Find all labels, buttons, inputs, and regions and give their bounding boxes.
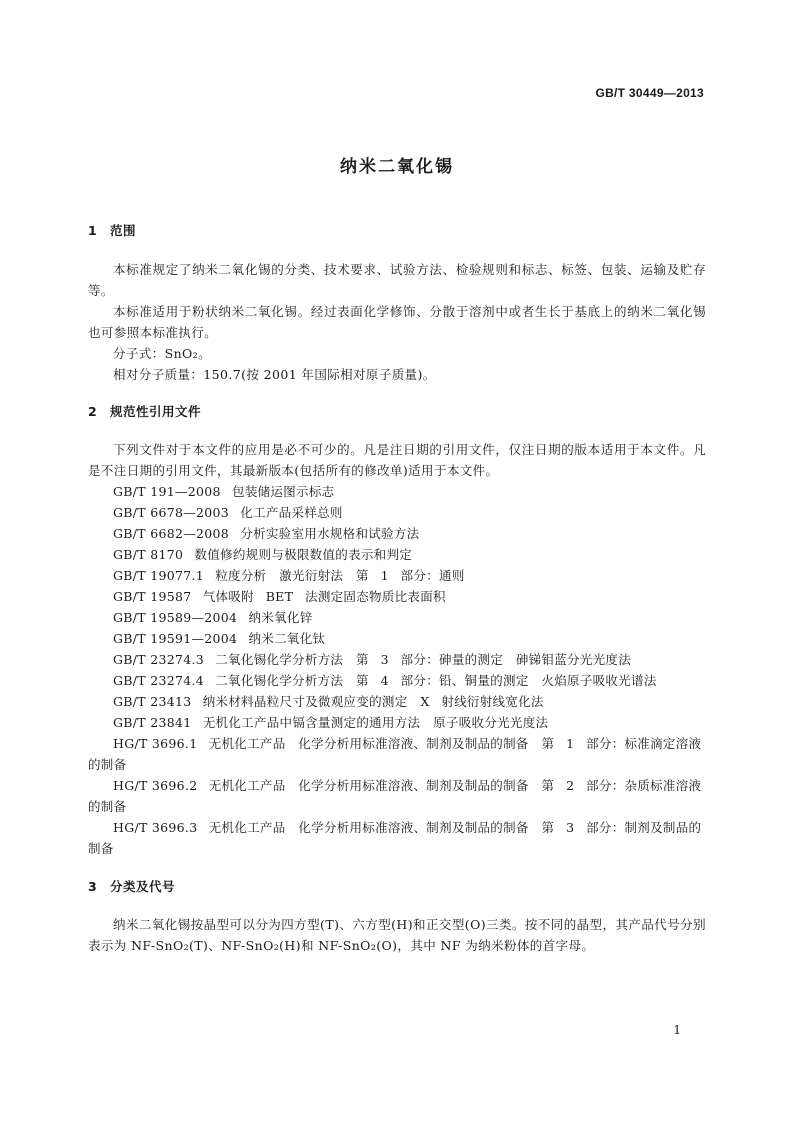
- paragraph: 本标准适用于粉状纳米二氧化锡。经过表面化学修饰、分散于溶剂中或者生长于基底上的纳米二氧化锡也可参照本标准执行。: [88, 304, 706, 340]
- section-number: 2: [88, 404, 98, 419]
- reference-item: [88, 775, 706, 817]
- reference-item: [88, 586, 706, 607]
- reference-item: [88, 628, 706, 649]
- reference-title: 纳米材料晶粒尺寸及微观应变的测定 X 射线衍射线宽化法: [202, 694, 544, 709]
- reference-item: [88, 565, 706, 586]
- reference-title: 包装储运图示标志: [232, 484, 335, 499]
- standard-code: GB/T 30449—2013: [595, 86, 704, 100]
- section-heading-scope: [88, 221, 706, 241]
- document-body: [88, 221, 706, 956]
- reference-title: 无机化工产品 化学分析用标准溶液、制剂及制品的制备 第 2 部分：杂质标准溶液的制备: [88, 778, 702, 814]
- section-title: 分类及代号: [110, 879, 176, 894]
- section-number: 3: [88, 879, 98, 894]
- reference-code: GB/T 23841: [113, 715, 192, 730]
- reference-title: 数值修约规则与极限数值的表示和判定: [194, 547, 413, 562]
- reference-code: HG/T 3696.1: [113, 736, 198, 751]
- section-heading-normative-references: [88, 402, 706, 422]
- reference-code: GB/T 6682—2008: [113, 526, 230, 541]
- paragraph: 下列文件对于本文件的应用是必不可少的。凡是注日期的引用文件，仅注日期的版本适用于本文件。凡是不注日期的引用文件，其最新版本(包括所有的修改单)适用于本文件。: [88, 442, 706, 478]
- reference-title: 气体吸附 BET 法测定固态物质比表面积: [202, 589, 446, 604]
- reference-item: [88, 544, 706, 565]
- page-number: 1: [673, 1023, 681, 1037]
- molecular-weight: 相对分子质量：150.7(按 2001 年国际相对原子质量)。: [113, 367, 436, 382]
- reference-title: 纳米氧化锌: [248, 610, 313, 625]
- reference-code: GB/T 19587: [113, 589, 192, 604]
- reference-title: 分析实验室用水规格和试验方法: [240, 526, 420, 541]
- reference-title: 二氧化锡化学分析方法 第 3 部分：砷量的测定 砷锑钼蓝分光光度法: [215, 652, 632, 667]
- reference-code: HG/T 3696.3: [113, 820, 198, 835]
- reference-item: [88, 712, 706, 733]
- reference-code: GB/T 8170: [113, 547, 184, 562]
- reference-item: [88, 502, 706, 523]
- reference-item: [88, 481, 706, 502]
- reference-item: [88, 607, 706, 628]
- section-heading-classification: [88, 877, 706, 897]
- reference-item: [88, 670, 706, 691]
- reference-item: [88, 649, 706, 670]
- reference-code: GB/T 23274.3: [113, 652, 204, 667]
- reference-title: 无机化工产品 化学分析用标准溶液、制剂及制品的制备 第 3 部分：制剂及制品的制备: [88, 820, 702, 856]
- reference-title: 无机化工产品 化学分析用标准溶液、制剂及制品的制备 第 1 部分：标准滴定溶液的制备: [88, 736, 702, 772]
- reference-code: GB/T 19077.1: [113, 568, 204, 583]
- reference-code: GB/T 23413: [113, 694, 192, 709]
- reference-code: GB/T 6678—2003: [113, 505, 230, 520]
- reference-item: [88, 523, 706, 544]
- paragraph: 纳米二氧化锡按晶型可以分为四方型(T)、六方型(H)和正交型(O)三类。按不同的晶型，其产品代号分别表示为 NF-SnO₂(T)、NF-SnO₂(H)和 NF-SnO₂(O)，其中 NF 为纳米粉体的首字母。: [88, 917, 706, 953]
- reference-code: GB/T 19589—2004: [113, 610, 238, 625]
- document-title: 纳米二氧化锡: [340, 157, 454, 177]
- section-number: 1: [88, 223, 98, 238]
- reference-title: 无机化工产品中镉含量测定的通用方法 原子吸收分光光度法: [202, 715, 549, 730]
- reference-item: [88, 733, 706, 775]
- reference-title: 二氧化锡化学分析方法 第 4 部分：铅、铜量的测定 火焰原子吸收光谱法: [215, 673, 657, 688]
- section-title: 范围: [110, 223, 137, 238]
- section-title: 规范性引用文件: [110, 404, 202, 419]
- molecular-formula: 分子式：SnO₂。: [113, 346, 211, 361]
- paragraph: 本标准规定了纳米二氧化锡的分类、技术要求、试验方法、检验规则和标志、标签、包装、运输及贮存等。: [88, 262, 706, 298]
- reference-title: 纳米二氧化钛: [248, 631, 326, 646]
- reference-code: HG/T 3696.2: [113, 778, 198, 793]
- reference-item: [88, 691, 706, 712]
- reference-title: 粒度分析 激光衍射法 第 1 部分：通则: [215, 568, 465, 583]
- reference-code: GB/T 19591—2004: [113, 631, 238, 646]
- reference-list: [88, 481, 706, 859]
- reference-code: GB/T 23274.4: [113, 673, 204, 688]
- reference-title: 化工产品采样总则: [240, 505, 343, 520]
- reference-code: GB/T 191—2008: [113, 484, 221, 499]
- reference-item: [88, 817, 706, 859]
